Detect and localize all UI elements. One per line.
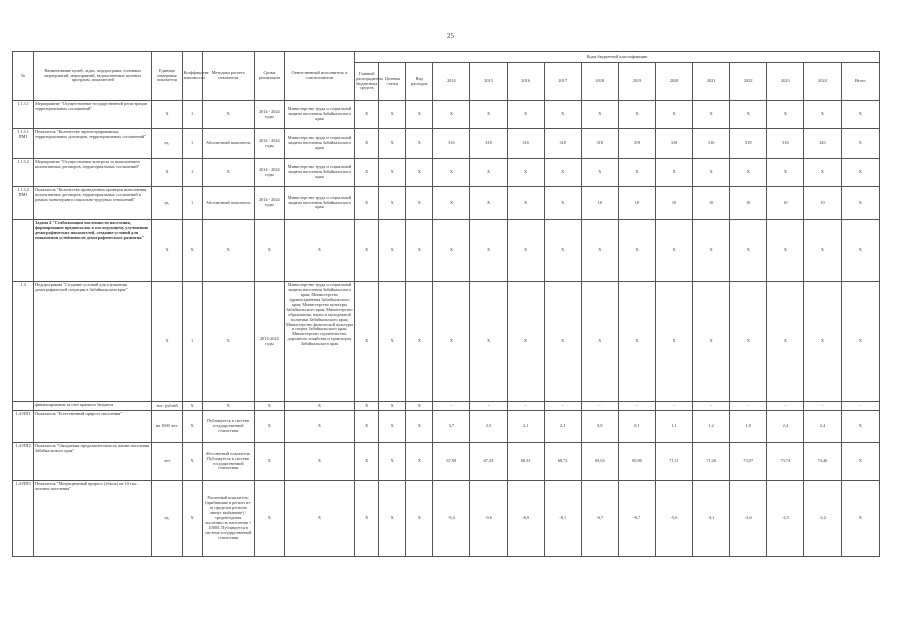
row-value-2015: -9,6 — [470, 481, 507, 557]
row-value-2019: 69,86 — [618, 443, 655, 481]
row-value-2016: X — [507, 159, 544, 187]
row-expense: X — [406, 220, 433, 282]
row-value-2019: X — [618, 101, 655, 129]
row-gr: X — [355, 101, 379, 129]
row-value-2014: X — [433, 101, 470, 129]
row-value-2015: X — [470, 187, 507, 220]
col-method: Методика расчета показателя — [202, 52, 254, 101]
row-value-2022: -2,6 — [730, 481, 767, 557]
row-value-2023: 10 — [767, 187, 804, 220]
row-responsible: Министерство труда и социальной защиты населения Забайкальского края — [284, 159, 354, 187]
row-total: X — [841, 481, 879, 557]
row-expense: X — [406, 101, 433, 129]
row-value-2017: 2,1 — [544, 411, 581, 443]
row-responsible: Министерство труда и социальной защиты населения Забайкальского края; Министерство здравоохранения Забайкальского края; Министерство культуры Забайкальского края; Министерство образования, науки и молодежной политики Забайкальского края; Министерство физической культуры и спорта Забайкальского края; Министерство строительства, дорожного хозяйства и транспорта Забайкальского края — [284, 282, 354, 402]
row-responsible: Министерство труда и социальной защиты населения Забайкальского края — [284, 187, 354, 220]
row-value-2018: X — [581, 282, 618, 402]
table-row — [13, 282, 880, 402]
row-expense: X — [406, 159, 433, 187]
row-value-2018: X — [581, 159, 618, 187]
row-no: 1.1.3.2 — [13, 159, 34, 187]
row-value-2024: X — [804, 159, 841, 187]
row-name: Мероприятие "Осуществление контроля за выполнением коллективных договоров, территориальных соглашений" — [34, 159, 152, 187]
row-no: 1.4 — [13, 282, 34, 402]
row-value-2015: X — [470, 159, 507, 187]
row-value-2019: X — [618, 220, 655, 282]
row-name: Показатель "Естественный прирост населения" — [34, 411, 152, 443]
row-value-2017: X — [544, 187, 581, 220]
row-responsible: X — [284, 411, 354, 443]
row-value-2024: X — [804, 282, 841, 402]
row-unit: X — [152, 159, 182, 187]
row-total: X — [841, 282, 879, 402]
row-value-2022: 318 — [730, 129, 767, 159]
row-term: 2014 - 2024 годы — [254, 129, 284, 159]
row-value-2024: 10 — [804, 187, 841, 220]
row-value-2015: 67,54 — [470, 443, 507, 481]
col-year-2017: 2017 — [544, 63, 581, 101]
row-term: X — [254, 220, 284, 282]
row-value-2015: 3,5 — [470, 411, 507, 443]
row-value-2024: 2,4 — [804, 411, 841, 443]
row-value-2020: 318 — [655, 129, 692, 159]
row-value-2020: 71,11 — [655, 443, 692, 481]
row-value-2022: 1,9 — [730, 411, 767, 443]
table-header — [13, 52, 880, 101]
table-row — [13, 159, 880, 187]
row-value-2022: X — [730, 101, 767, 129]
col-budget-group: Коды бюджетной классификации — [355, 52, 880, 63]
col-no: № — [13, 52, 34, 101]
row-value-2023: 2,4 — [767, 411, 804, 443]
row-value-2016: 68,33 — [507, 443, 544, 481]
row-value-2020: X — [655, 101, 692, 129]
row-value-2021: 71,26 — [693, 443, 730, 481]
row-value-2019: -6,7 — [618, 481, 655, 557]
row-target: X — [379, 411, 406, 443]
row-expense: X — [406, 187, 433, 220]
row-total: X — [841, 129, 879, 159]
col-year-2020: 2020 — [655, 63, 692, 101]
row-value-2014: 316 — [433, 129, 470, 159]
row-value-2016: -8,9 — [507, 481, 544, 557]
col-responsible: Ответственный исполнитель и соисполнители — [284, 52, 354, 101]
table-row — [13, 129, 880, 159]
row-value-2019: 0,1 — [618, 411, 655, 443]
row-gr: X — [355, 159, 379, 187]
row-value-2020: 10 — [655, 187, 692, 220]
row-term: X — [254, 443, 284, 481]
row-term: 2014 - 2024 годы — [254, 159, 284, 187]
row-value-2022: - — [730, 402, 767, 411]
row-coef: X — [182, 411, 202, 443]
row-coef: X — [182, 481, 202, 557]
row-coef: X — [182, 402, 202, 411]
row-value-2019: 10 — [618, 187, 655, 220]
row-total: X — [841, 220, 879, 282]
row-value-2016: X — [507, 101, 544, 129]
row-value-2014: -9,4 — [433, 481, 470, 557]
row-total: X — [841, 159, 879, 187]
row-value-2017: -8,1 — [544, 481, 581, 557]
row-value-2022: 73,07 — [730, 443, 767, 481]
row-gr: X — [355, 187, 379, 220]
row-value-2024: X — [804, 101, 841, 129]
row-value-2020: X — [655, 220, 692, 282]
col-unit: Единица измерения показателя — [152, 52, 182, 101]
row-value-2023: - — [767, 402, 804, 411]
row-total: X — [841, 411, 879, 443]
row-no — [13, 220, 34, 282]
row-value-2020: - — [655, 402, 692, 411]
row-target: X — [379, 220, 406, 282]
row-value-2024: - — [804, 402, 841, 411]
row-value-2015: X — [470, 220, 507, 282]
col-total: Итого — [841, 63, 879, 101]
row-value-2018: 0,8 — [581, 411, 618, 443]
row-value-2017: 68,72 — [544, 443, 581, 481]
row-name: Задача 4 "Стабилизация численности населения, формирование предпосылок к последующему улучшению демографических показателей, создание условий для повышения устойчивости демографического развития" — [34, 220, 152, 282]
row-value-2023: 73,74 — [767, 443, 804, 481]
row-value-2024: X — [804, 220, 841, 282]
row-coef: 1 — [182, 159, 202, 187]
row-method: Публикуется в системе государственной статистики — [202, 411, 254, 443]
row-no: 1.4-ПП2 — [13, 443, 34, 481]
row-unit: ед. — [152, 187, 182, 220]
row-value-2014: X — [433, 159, 470, 187]
row-value-2023: 316 — [767, 129, 804, 159]
row-value-2016: X — [507, 282, 544, 402]
row-value-2014: X — [433, 282, 470, 402]
table-row — [13, 443, 880, 481]
row-value-2020: 1,1 — [655, 411, 692, 443]
row-term: X — [254, 481, 284, 557]
row-unit: лет — [152, 443, 182, 481]
row-term: X — [254, 411, 284, 443]
col-year-2024: 2024 — [804, 63, 841, 101]
row-value-2016: - — [507, 402, 544, 411]
row-value-2021: X — [693, 220, 730, 282]
row-value-2014: X — [433, 187, 470, 220]
row-method: X — [202, 159, 254, 187]
col-year-2022: 2022 — [730, 63, 767, 101]
row-total: - — [841, 402, 879, 411]
table-row — [13, 187, 880, 220]
row-value-2016: X — [507, 220, 544, 282]
row-responsible: Министерство труда и социальной защиты населения Забайкальского края — [284, 129, 354, 159]
row-value-2016: 2,1 — [507, 411, 544, 443]
row-method: X — [202, 402, 254, 411]
row-method: Абсолютный показатель — [202, 187, 254, 220]
row-value-2019: X — [618, 159, 655, 187]
row-value-2018: 69,63 — [581, 443, 618, 481]
col-name: Наименование целей, задач, подпрограмм, основных мероприятий, мероприятий, ведомственных целевых программ, показателей — [34, 52, 152, 101]
row-value-2020: X — [655, 159, 692, 187]
row-term: 2014 - 2024 годы — [254, 187, 284, 220]
row-value-2023: -2,5 — [767, 481, 804, 557]
row-name: Показатель "Количество зарегистрированных территориальных договоров, территориальных соглашений" — [34, 129, 152, 159]
row-value-2014: - — [433, 402, 470, 411]
row-value-2014: X — [433, 220, 470, 282]
row-name: финансирование за счет краевого бюджета — [34, 402, 152, 411]
row-value-2019: - — [618, 402, 655, 411]
row-target: X — [379, 402, 406, 411]
row-method: X — [202, 101, 254, 129]
row-value-2021: X — [693, 101, 730, 129]
col-year-2023: 2023 — [767, 63, 804, 101]
row-gr: X — [355, 402, 379, 411]
row-coef: 1 — [182, 101, 202, 129]
col-coef: Коэффициент значимости — [182, 52, 202, 101]
row-coef: 1 — [182, 282, 202, 402]
row-value-2024: -2,2 — [804, 481, 841, 557]
row-value-2017: X — [544, 159, 581, 187]
row-gr: X — [355, 443, 379, 481]
row-value-2022: X — [730, 159, 767, 187]
row-target: X — [379, 481, 406, 557]
row-no — [13, 402, 34, 411]
row-gr: X — [355, 282, 379, 402]
row-value-2017: - — [544, 402, 581, 411]
row-value-2023: X — [767, 159, 804, 187]
row-term: 2014-2024 годы — [254, 282, 284, 402]
row-responsible: X — [284, 481, 354, 557]
row-target: X — [379, 282, 406, 402]
row-total: X — [841, 187, 879, 220]
row-coef: X — [182, 443, 202, 481]
row-value-2017: 318 — [544, 129, 581, 159]
row-method: Абсолютный показатель — [202, 129, 254, 159]
row-name: Показатель "Миграционный прирост (убыль) на 10 тыс. человек населения" — [34, 481, 152, 557]
row-target: X — [379, 187, 406, 220]
row-value-2018: 318 — [581, 129, 618, 159]
row-value-2017: X — [544, 220, 581, 282]
row-expense: X — [406, 129, 433, 159]
row-no: 1.1.3.2 ПМ1 — [13, 187, 34, 220]
row-no: 1.4-ПП3 — [13, 481, 34, 557]
row-total: X — [841, 101, 879, 129]
row-value-2015: - — [470, 402, 507, 411]
row-name: Мероприятие "Осуществление государственной регистрации территориальных соглашений" — [34, 101, 152, 129]
row-method: Абсолютный показатель. Публикуется в системе государственной статистики — [202, 443, 254, 481]
row-value-2014: 3,7 — [433, 411, 470, 443]
row-value-2017: X — [544, 101, 581, 129]
row-value-2018: -6,7 — [581, 481, 618, 557]
col-expense: Вид расходов — [406, 63, 433, 101]
table-row — [13, 220, 880, 282]
program-table — [12, 51, 880, 557]
row-unit: X — [152, 220, 182, 282]
col-target: Целевая статья — [379, 63, 406, 101]
row-gr: X — [355, 129, 379, 159]
row-responsible: X — [284, 402, 354, 411]
row-method: X — [202, 282, 254, 402]
row-no: 1.1.3.1 ПМ1 — [13, 129, 34, 159]
row-coef: 1 — [182, 129, 202, 159]
row-value-2018: X — [581, 220, 618, 282]
row-unit: тыс. рублей — [152, 402, 182, 411]
row-expense: X — [406, 402, 433, 411]
row-gr: X — [355, 481, 379, 557]
row-expense: X — [406, 481, 433, 557]
row-value-2024: 343 — [804, 129, 841, 159]
row-value-2016: 316 — [507, 129, 544, 159]
row-value-2018: - — [581, 402, 618, 411]
row-value-2018: 10 — [581, 187, 618, 220]
table-row — [13, 101, 880, 129]
row-unit: на 1000 чел. — [152, 411, 182, 443]
row-name: Показатель "Ожидаемая продолжительность жизни населения Забайкальского края" — [34, 443, 152, 481]
row-value-2019: 319 — [618, 129, 655, 159]
row-value-2022: X — [730, 220, 767, 282]
row-coef: X — [182, 220, 202, 282]
row-value-2021: - — [693, 402, 730, 411]
row-value-2016: X — [507, 187, 544, 220]
row-expense: X — [406, 282, 433, 402]
row-unit: X — [152, 282, 182, 402]
row-value-2019: X — [618, 282, 655, 402]
row-no: 1.1.3.1 — [13, 101, 34, 129]
row-term: X — [254, 402, 284, 411]
row-responsible: Министерство труда и социальной защиты населения Забайкальского края — [284, 101, 354, 129]
col-term: Сроки реализации — [254, 52, 284, 101]
row-name: Подпрограмма "Создание условий для улучшения демографической ситуации в Забайкальском крае" — [34, 282, 152, 402]
row-value-2015: 318 — [470, 129, 507, 159]
row-value-2021: -4,1 — [693, 481, 730, 557]
row-unit: ед. — [152, 129, 182, 159]
col-year-2019: 2019 — [618, 63, 655, 101]
row-value-2024: 74,46 — [804, 443, 841, 481]
row-value-2018: X — [581, 101, 618, 129]
col-year-2018: 2018 — [581, 63, 618, 101]
row-unit: X — [152, 101, 182, 129]
row-target: X — [379, 101, 406, 129]
row-value-2017: X — [544, 282, 581, 402]
row-method: Расчетный показатель: (прибывшие в регион из-за пределов региона минус выбывшие) / среднегодовая численность населения × 10000. Публикуется в системе государственной статистики — [202, 481, 254, 557]
row-target: X — [379, 159, 406, 187]
row-responsible: X — [284, 220, 354, 282]
table-row — [13, 411, 880, 443]
row-total: X — [841, 443, 879, 481]
col-year-2016: 2016 — [507, 63, 544, 101]
row-value-2020: -5,6 — [655, 481, 692, 557]
row-gr: X — [355, 411, 379, 443]
row-expense: X — [406, 443, 433, 481]
row-value-2021: X — [693, 282, 730, 402]
row-expense: X — [406, 411, 433, 443]
row-value-2021: X — [693, 159, 730, 187]
row-value-2021: 10 — [693, 187, 730, 220]
row-responsible: X — [284, 443, 354, 481]
row-term: 2014 - 2024 годы — [254, 101, 284, 129]
row-coef: 1 — [182, 187, 202, 220]
row-value-2022: 10 — [730, 187, 767, 220]
col-year-2014: 2014 — [433, 63, 470, 101]
col-gr: Главный распорядитель бюджетных средств — [355, 63, 379, 101]
row-value-2015: X — [470, 282, 507, 402]
row-value-2015: X — [470, 101, 507, 129]
col-year-2015: 2015 — [470, 63, 507, 101]
col-year-2021: 2021 — [693, 63, 730, 101]
row-value-2023: X — [767, 220, 804, 282]
table-body — [13, 101, 880, 557]
row-value-2021: 1,2 — [693, 411, 730, 443]
row-value-2014: 67,98 — [433, 443, 470, 481]
row-method: X — [202, 220, 254, 282]
row-value-2023: X — [767, 282, 804, 402]
row-unit: ед. — [152, 481, 182, 557]
table-row — [13, 402, 880, 411]
row-target: X — [379, 129, 406, 159]
page-number: 25 — [447, 32, 454, 40]
row-target: X — [379, 443, 406, 481]
row-gr: X — [355, 220, 379, 282]
row-value-2021: 316 — [693, 129, 730, 159]
table-row — [13, 481, 880, 557]
row-value-2022: X — [730, 282, 767, 402]
row-name: Показатель "Количество проведенных проверок выполнения коллективных договоров, территориальных соглашений в рамках мониторинга социально-трудовых отношений" — [34, 187, 152, 220]
row-no: 1.4-ПП1 — [13, 411, 34, 443]
row-value-2023: X — [767, 101, 804, 129]
row-value-2020: X — [655, 282, 692, 402]
